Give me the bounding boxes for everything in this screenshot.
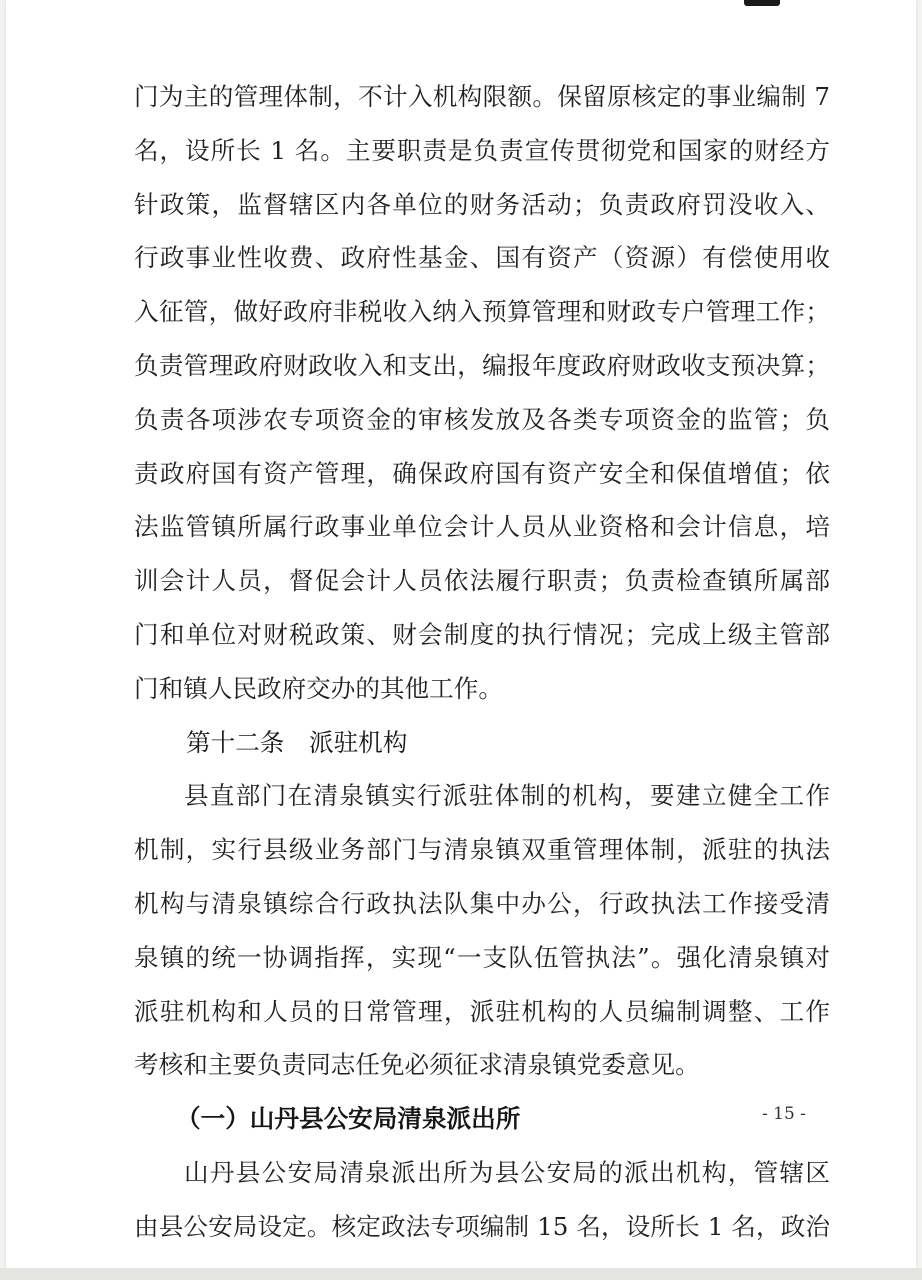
- text-line: 针政策，监督辖区内各单位的财务活动；负责政府罚没收入、: [134, 189, 830, 219]
- text-line: 训会计人员，督促会计人员依法履行职责；负责检查镇所属部: [134, 566, 830, 596]
- text-line: 泉镇的统一协调指挥，实现“一支队伍管执法”。强化清泉镇对: [134, 942, 830, 972]
- text-line: 山丹县公安局清泉派出所为县公安局的派出机构，管辖区: [184, 1157, 830, 1187]
- text-line: 由县公安局设定。核定政法专项编制 15 名，设所长 1 名，政治: [134, 1211, 830, 1241]
- document-body: [134, 70, 830, 1254]
- article-12-heading: 第十二条 派驻机构: [186, 727, 408, 757]
- scanner-tab-marker: [744, 0, 780, 6]
- text-line: 派驻机构和人员的日常管理，派驻机构的人员编制调整、工作: [134, 996, 830, 1026]
- text-line: 责政府国有资产管理，确保政府国有资产安全和保值增值；依: [134, 458, 830, 488]
- text-line: 行政事业性收费、政府性基金、国有资产（资源）有偿使用收: [134, 243, 830, 273]
- text-line: 负责各项涉农专项资金的审核发放及各类专项资金的监管；负: [134, 404, 830, 434]
- text-line: 门和镇人民政府交办的其他工作。: [134, 673, 503, 703]
- text-line: 名，设所长 1 名。主要职责是负责宣传贯彻党和国家的财经方: [134, 135, 830, 165]
- text-line: 县直部门在清泉镇实行派驻体制的机构，要建立健全工作: [184, 781, 830, 811]
- text-line: 负责管理政府财政收入和支出，编报年度政府财政收支预决算；: [134, 350, 830, 380]
- page-number: - 15 -: [762, 1104, 806, 1124]
- document-page: [6, 0, 916, 1268]
- text-line: 考核和主要负责同志任免必须征求清泉镇党委意见。: [134, 1050, 700, 1080]
- text-line: 门和单位对财税政策、财会制度的执行情况；完成上级主管部: [134, 619, 830, 649]
- scan-bottom-edge: [0, 1268, 922, 1280]
- text-line: 门为主的管理体制，不计入机构限额。保留原核定的事业编制 7: [134, 82, 830, 111]
- text-line: 机构与清泉镇综合行政执法队集中办公，行政执法工作接受清: [134, 888, 830, 918]
- text-line: 法监管镇所属行政事业单位会计人员从业资格和会计信息，培: [134, 512, 830, 542]
- section-1-heading: （一）山丹县公安局清泉派出所: [176, 1104, 521, 1134]
- text-line: 入征管，做好政府非税收入纳入预算管理和财政专户管理工作；: [134, 297, 830, 327]
- text-line: 机制，实行县级业务部门与清泉镇双重管理体制，派驻的执法: [134, 835, 830, 865]
